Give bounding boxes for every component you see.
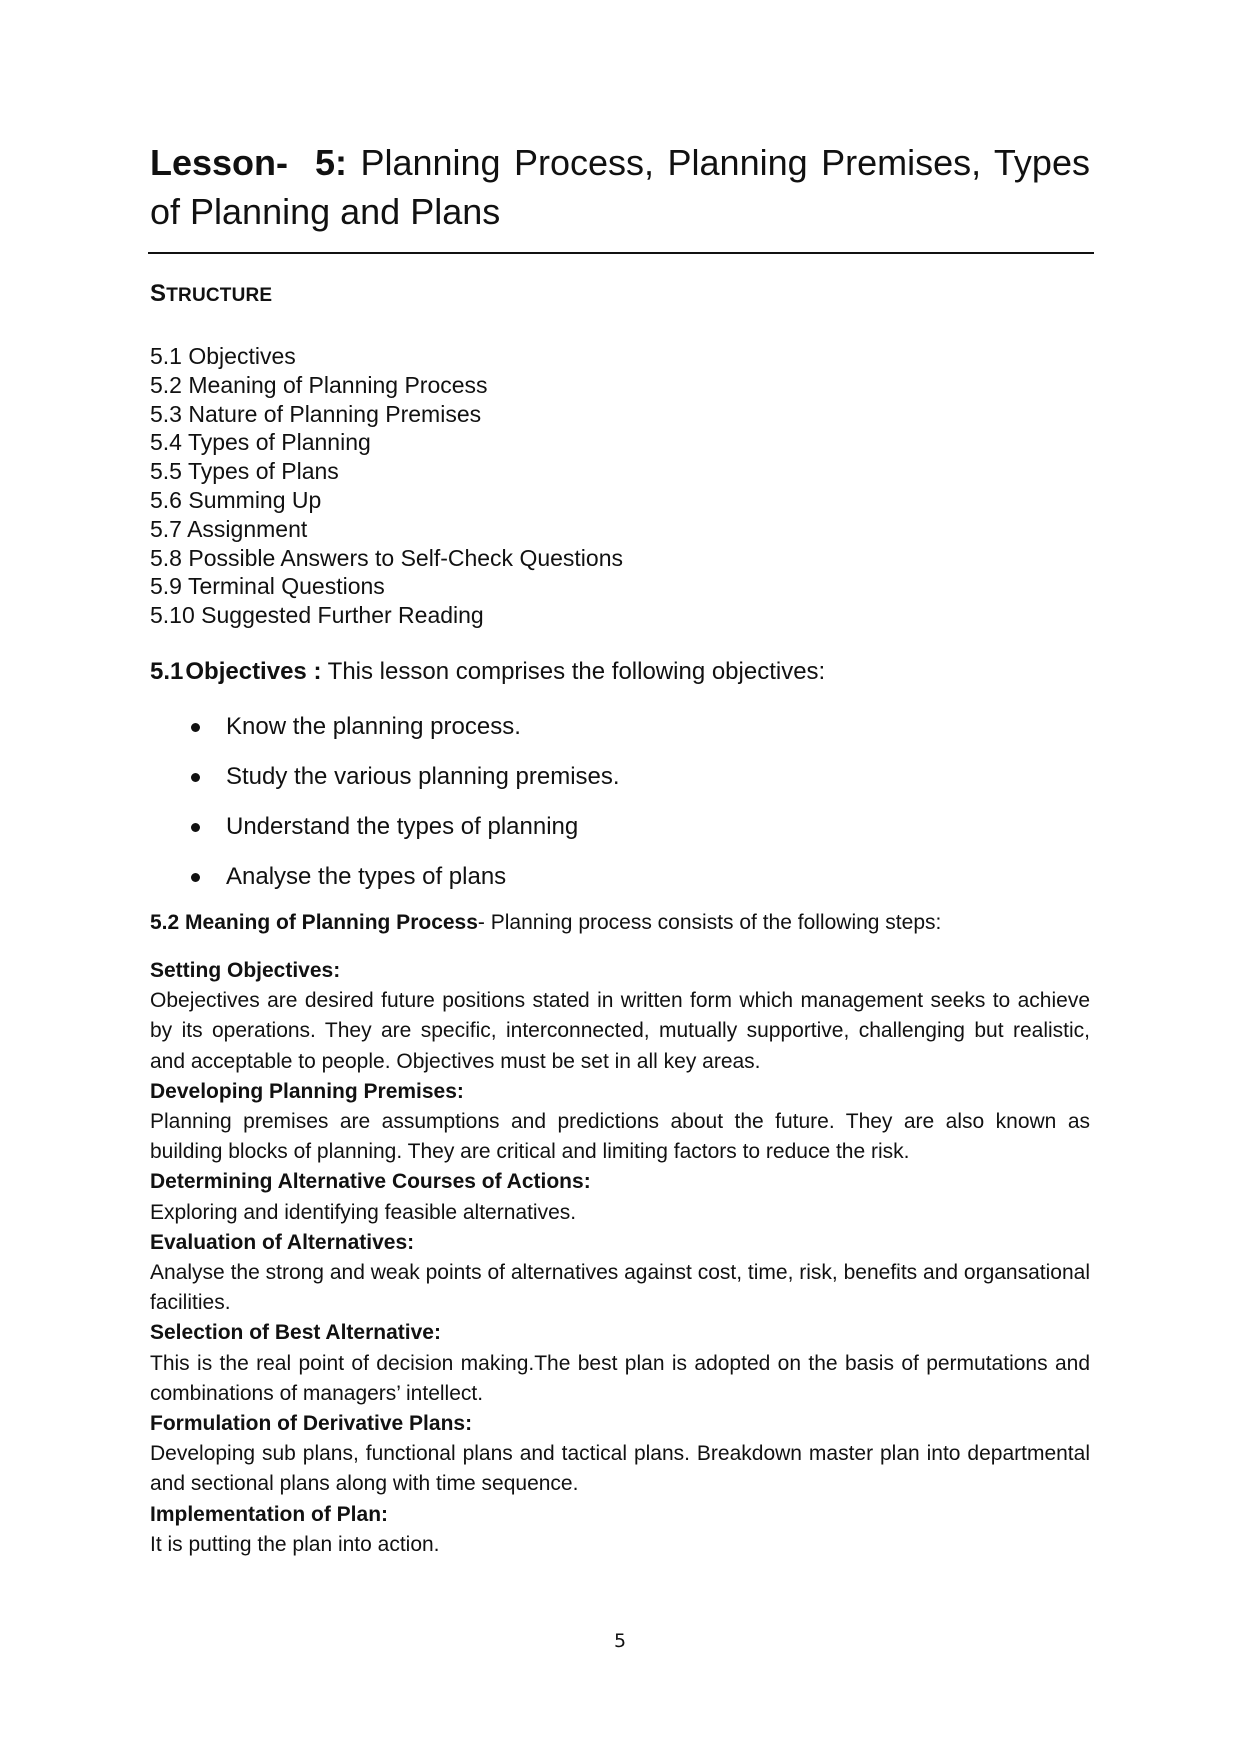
- page-number: 5: [613, 1630, 627, 1652]
- step-heading: Selection of Best Alternative:: [150, 1321, 441, 1345]
- objective-text: Know the planning process.: [226, 713, 521, 740]
- objective-text: Study the various planning premises.: [226, 763, 620, 790]
- objectives-intro: This lesson comprises the following objectives:: [327, 658, 826, 685]
- objective-item: [188, 712, 620, 762]
- lesson-title: [150, 138, 1090, 236]
- structure-item: 5.5 Types of Plans: [150, 458, 339, 485]
- objective-item: [188, 812, 620, 862]
- objectives-heading: [150, 658, 825, 686]
- structure-item: 5.4 Types of Planning: [150, 429, 371, 456]
- step-body: This is the real point of decision making.The best plan is adopted on the basis of permutations and combinations of managers’ intellect.: [150, 1351, 1090, 1405]
- step-heading: Developing Planning Premises:: [150, 1079, 464, 1103]
- objectives-number: 5.1: [150, 658, 184, 685]
- structure-heading-initial: S: [150, 280, 167, 307]
- objective-item: [188, 762, 620, 812]
- lesson-label: Lesson-: [150, 142, 289, 183]
- meaning-label: 5.2 Meaning of Planning Process: [150, 911, 478, 934]
- objectives-label: Objectives :: [185, 658, 322, 685]
- objective-text: Understand the types of planning: [226, 813, 579, 840]
- step-heading: Evaluation of Alternatives:: [150, 1230, 415, 1254]
- structure-heading-rest: TRUCTURE: [166, 285, 273, 306]
- structure-item: 5.10 Suggested Further Reading: [150, 602, 484, 629]
- structure-item: 5.9 Terminal Questions: [150, 573, 385, 600]
- structure-item: 5.1 Objectives: [150, 343, 296, 369]
- structure-item: 5.3 Nature of Planning Premises: [150, 400, 482, 427]
- structure-item: 5.2 Meaning of Planning Process: [150, 371, 488, 398]
- lesson-title-text: Planning Process, Planning Premises, Types of Planning and Plans: [150, 142, 1090, 232]
- step-heading: Determining Alternative Courses of Actions:: [150, 1170, 591, 1194]
- step-body: Exploring and identifying feasible alternatives.: [150, 1200, 577, 1224]
- structure-item: 5.7 Assignment: [150, 515, 308, 542]
- structure-list: [150, 342, 623, 630]
- bullet-icon: [191, 723, 200, 732]
- step-body: Obejectives are desired future positions stated in written form which management seeks to achieve by its operations. They are specific, interconnected, mutually supportive, challenging but realistic, and acceptable to people. Objectives must be set in all key areas.: [150, 989, 1090, 1073]
- meaning-heading: [150, 911, 941, 935]
- bullet-icon: [191, 823, 200, 832]
- objectives-list: [188, 712, 620, 912]
- objective-item: [188, 862, 620, 912]
- step-heading: Setting Objectives:: [150, 959, 341, 982]
- step-heading: Formulation of Derivative Plans:: [150, 1412, 473, 1436]
- step-body: It is putting the plan into action.: [150, 1532, 440, 1556]
- structure-heading: [150, 280, 272, 308]
- step-heading: Implementation of Plan:: [150, 1502, 389, 1526]
- title-divider: [148, 252, 1094, 254]
- lesson-number: 5:: [314, 142, 347, 183]
- bullet-icon: [191, 873, 200, 882]
- step-body: Planning premises are assumptions and predictions about the future. They are also known as building blocks of planning. They are critical and limiting factors to reduce the risk.: [150, 1110, 1090, 1164]
- planning-steps: [150, 956, 1090, 1560]
- lesson-header: [150, 138, 1090, 236]
- bullet-icon: [191, 773, 200, 782]
- structure-item: 5.8 Possible Answers to Self-Check Questions: [150, 544, 624, 571]
- step-body: Developing sub plans, functional plans and tactical plans. Breakdown master plan into departmental and sectional plans along with time sequence.: [150, 1442, 1090, 1496]
- objective-text: Analyse the types of plans: [226, 863, 507, 890]
- step-body: Analyse the strong and weak points of alternatives against cost, time, risk, benefits and organsational facilities.: [150, 1261, 1090, 1315]
- meaning-text: - Planning process consists of the following steps:: [477, 911, 942, 934]
- structure-item: 5.6 Summing Up: [150, 486, 322, 513]
